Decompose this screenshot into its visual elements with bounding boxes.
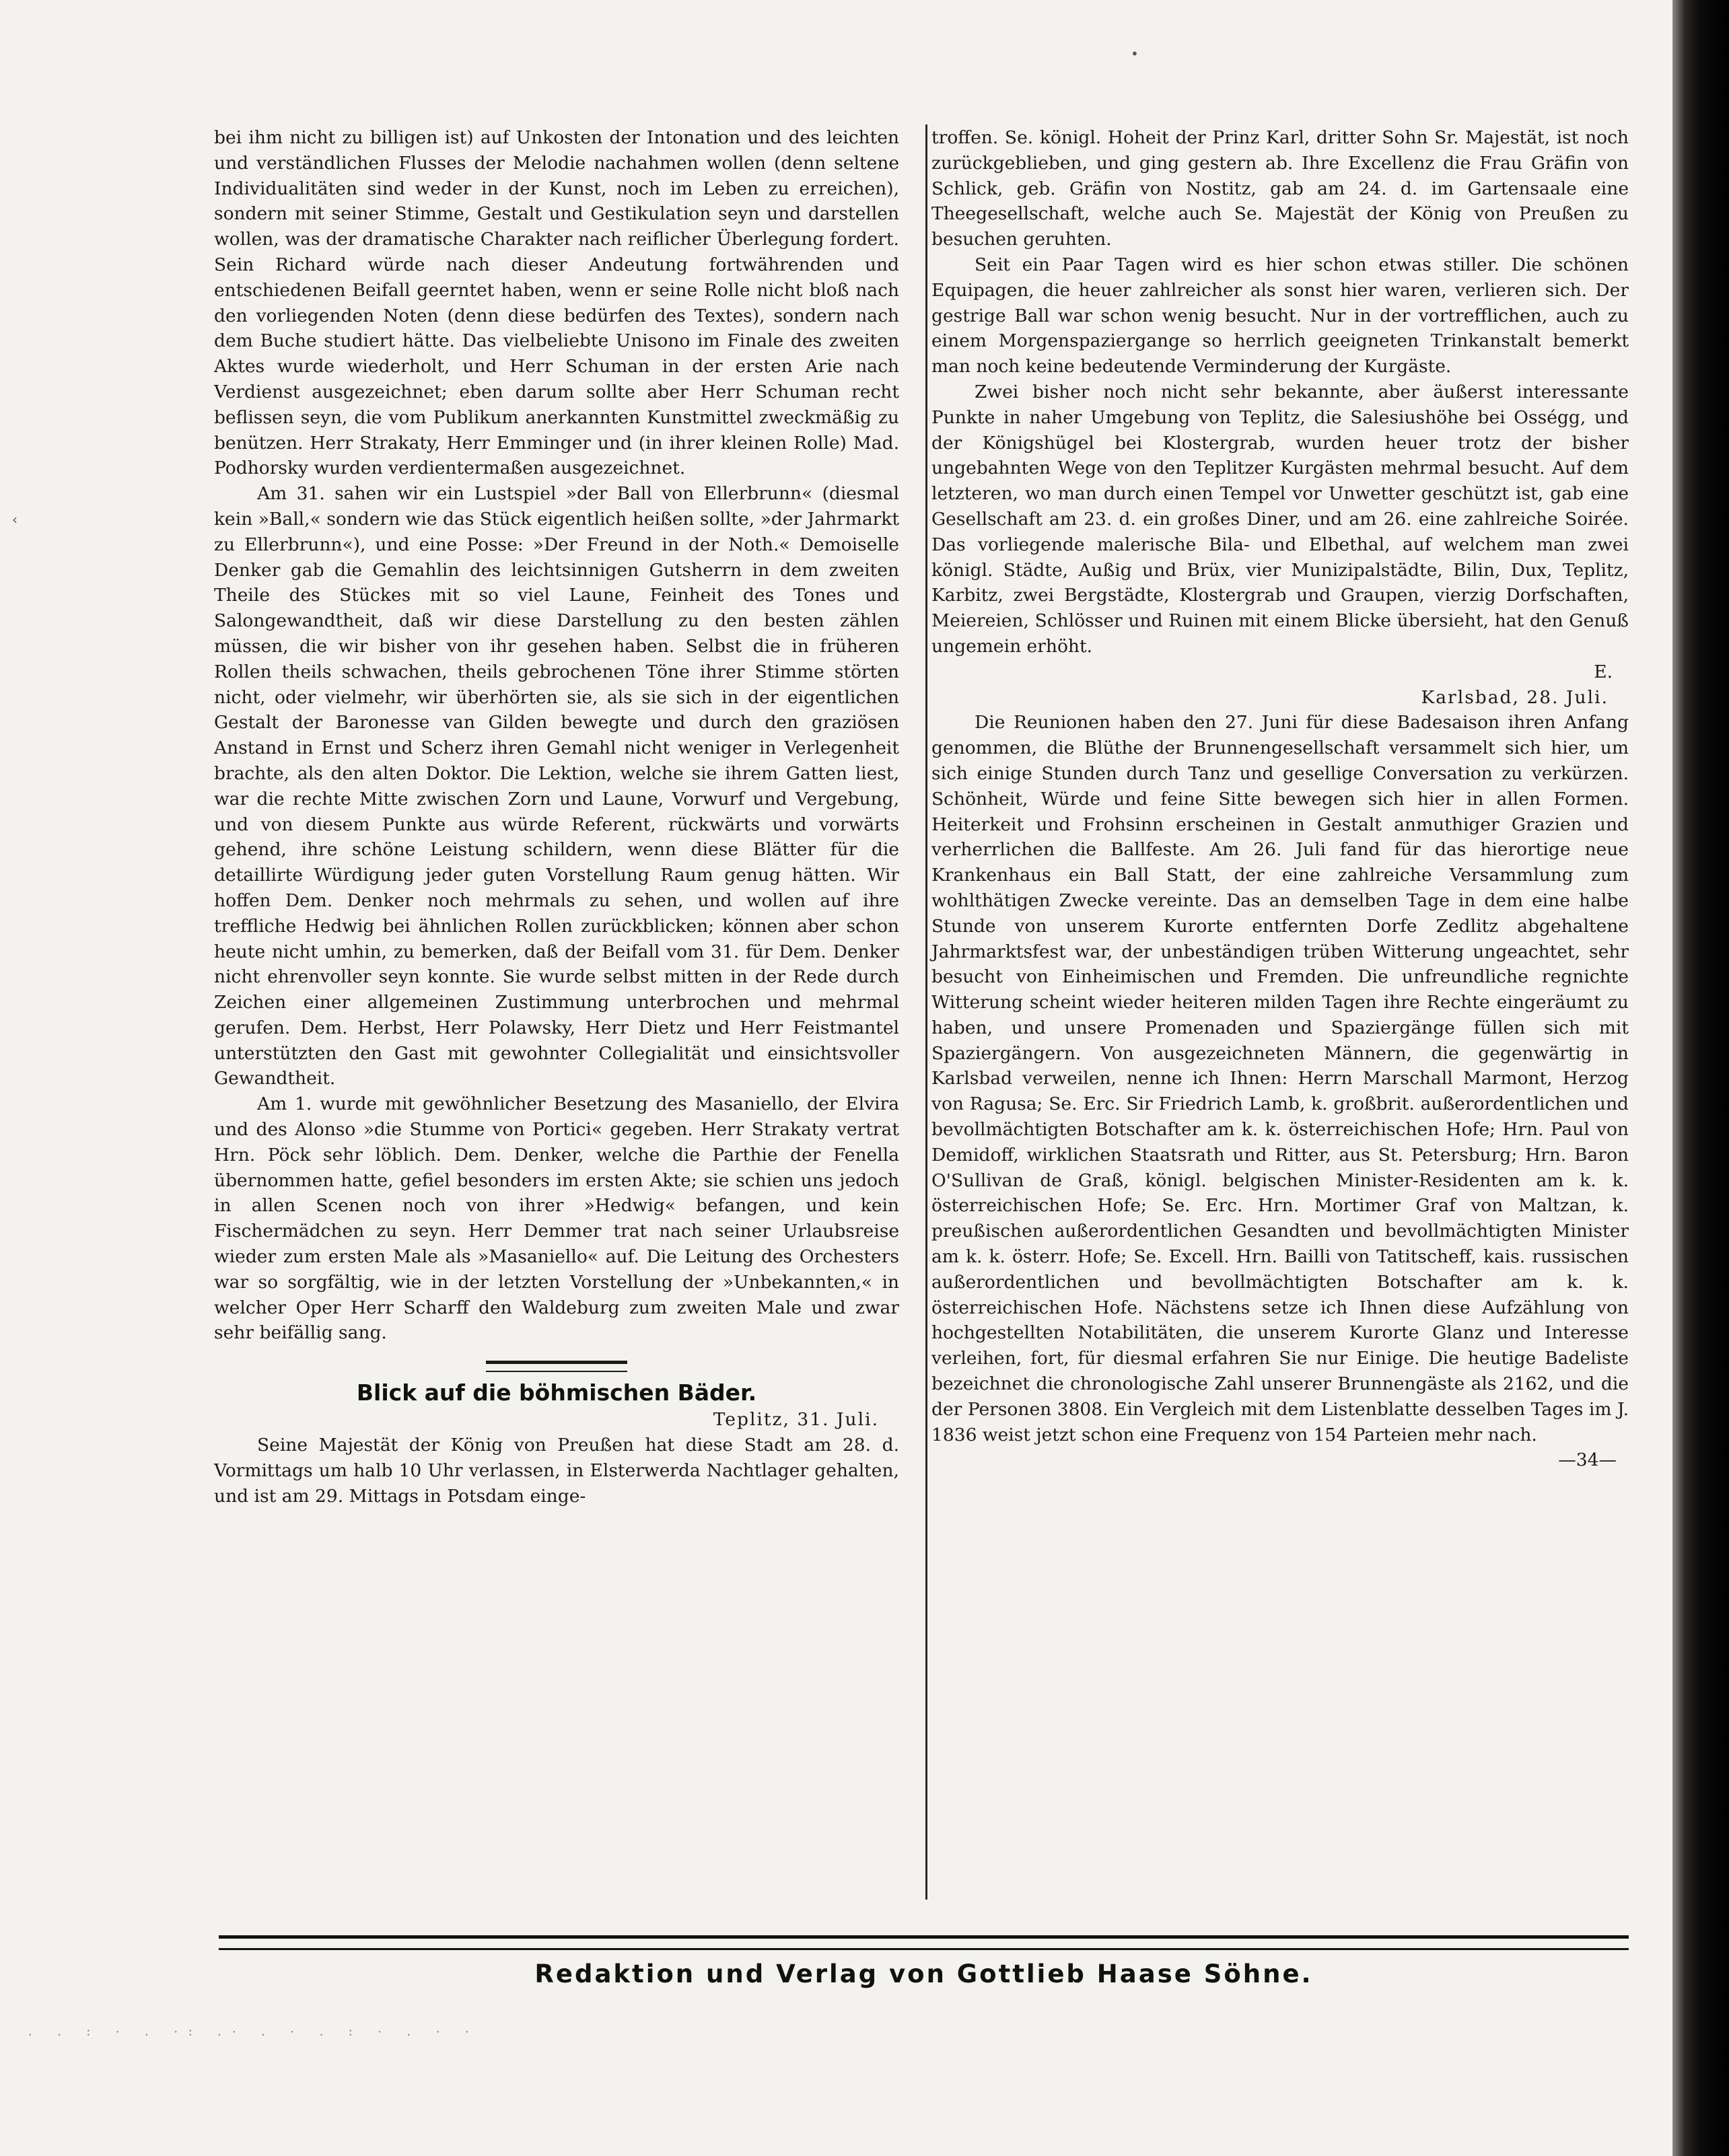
article-paragraph: Am 31. sahen wir ein Lustspiel »der Ball von Ellerbrunn« (diesmal kein »Ball,« sondern wie das Stück eigentlich heißen sollte, »der Jahrmarkt zu Ellerbrunn«), und eine Posse: »Der Freund in der Noth.« Demoiselle Denker gab die Gemahlin des leichtsinnigen Gutsherrn in dem zweiten Theile des Stückes mit so viel Laune, Feinheit des Tones und Salongewandtheit, daß wir diese Darstellung zu den besten zählen müssen, die wir bisher von ihr gesehen haben. Selbst die in früheren Rollen theils schwachen, theils gebrochenen Töne ihrer Stimme störten nicht, oder vielmehr, wir überhörten sie, als sie sich in der eigentlichen Gestalt der Baronesse van Gilden bewegte und durch den graziösen Anstand in Ernst und Scherz ihren Gemahl nicht weniger in Verlegenheit brachte, als den alten Doktor. Die Lektion, welche sie ihrem Gatten liest, war die rechte Mitte zwischen Zorn und Laune, Vorwurf und Vergebung, und von diesem Punkte aus würde Referent, rückwärts und vorwärts gehend, ihre schöne Leistung schildern, wenn diese Blätter für die detaillirte Würdigung jeder guten Vorstellung Raum genug hätten. Wir hoffen Dem. Denker noch mehrmals zu sehen, und wollen auf ihre treffliche Hedwig bei ähnlichen Rollen zurückblicken; können aber schon heute nicht umhin, zu bemerken, daß der Beifall vom 31. für Dem. Denker nicht ehrenvoller seyn konnte. Sie wurde selbst mitten in der Rede durch Zeichen einer allgemeinen Zustimmung unterbrochen und mehrmal gerufen. Dem. Herbst, Herr Polawsky, Herr Dietz und Herr Feistmantel unterstützten den Gast mit gewohnter Collegialität und einsichtsvoller Gewandtheit. bbox=[214, 483, 899, 1089]
article-paragraph: Am 1. wurde mit gewöhnlicher Besetzung des Masaniello, der Elvira und des Alonso »die Stumme von Portici« gegeben. Herr Strakaty vertrat Hrn. Pöck sehr löblich. Dem. Denker, welche die Parthie der Fenella übernommen hatte, gefiel besonders im ersten Akte; sie schien uns jedoch in allen Scenen noch von ihrer »Hedwig« befangen, und kein Fischermädchen zu seyn. Herr Demmer trat nach seiner Urlaubsreise wieder zum ersten Male als »Masaniello« auf. Die Leitung des Orchesters war so sorgfältig, wie in der letzten Vorstellung der »Unbekannten,« in welcher Oper Herr Scharff den Waldeburg zum zweiten Male und zwar sehr beifällig sang. bbox=[214, 1093, 899, 1344]
scan-noise: . . : · . ·: .· . · . : · . · · bbox=[27, 2025, 479, 2038]
left-column bbox=[214, 125, 899, 1509]
article-paragraph: Seine Majestät der König von Preußen hat diese Stadt am 28. d. Vormittags um halb 10 Uhr verlassen, in Elsterwerda Nachtlager gehalten, und ist am 29. Mittags in Potsdam einge- bbox=[214, 1435, 899, 1507]
publisher-imprint: Redaktion und Verlag von Gottlieb Haase Söhne. bbox=[534, 1960, 1313, 1988]
section-headline: Blick auf die böhmischen Bäder. bbox=[356, 1379, 757, 1406]
section-divider bbox=[486, 1361, 627, 1372]
article-paragraph: Seit ein Paar Tagen wird es hier schon etwas stiller. Die schönen Equipagen, die heuer zahlreicher als sonst hier waren, verlieren sich. Der gestrige Ball war schon wenig besucht. Nur in der vortrefflichen, auch zu einem Morgenspaziergange so herrlich geeigneten Trinkanstalt bemerkt man noch keine bedeutende Verminderung der Kurgäste. bbox=[931, 254, 1629, 378]
page-number: —34— bbox=[1558, 1449, 1617, 1471]
article-paragraph: troffen. Se. königl. Hoheit der Prinz Karl, dritter Sohn Sr. Majestät, ist noch zurückgeblieben, und ging gestern ab. Ihre Excellenz die Frau Gräfin von Schlick, geb. Gräfin von Nostitz, gab am 24. d. im Gartensaale eine Theegesellschaft, welche auch Se. Majestät der König von Preußen zu besuchen geruhten. bbox=[931, 127, 1629, 250]
author-signature: E. bbox=[1594, 661, 1613, 682]
scan-edge bbox=[1672, 0, 1729, 2156]
column-divider bbox=[925, 124, 927, 1900]
article-paragraph: Die Reunionen haben den 27. Juni für diese Badesaison ihren Anfang genommen, die Blüthe der Brunnengesellschaft versammelt sich hier, um sich einige Stunden durch Tanz und gesellige Conversation zu verkürzen. Schönheit, Würde und feine Sitte bewegen sich hier in allen Formen. Heiterkeit und Frohsinn erscheinen in Gestalt anmuthiger Grazien und verherrlichen die Ballfeste. Am 26. Juli fand für das hierortige neue Krankenhaus ein Ball Statt, der eine zahlreiche Versammlung zum wohlthätigen Zwecke vereinte. Das an demselben Tage in dem eine halbe Stunde von unserem Kurorte entfernten Dorfe Zedlitz abgehaltene Jahrmarktsfest war, der unbeständigen trüben Witterung ungeachtet, sehr besucht von Einheimischen und Fremden. Die unfreundliche regnichte Witterung scheint wieder heiteren milden Tagen ihre Rechte eingeräumt zu haben, und unsere Promenaden und Spaziergänge füllen sich mit Spaziergängern. Von ausgezeichneten Männern, die gegenwärtig in Karlsbad verweilen, nenne ich Ihnen: Herrn Marschall Marmont, Herzog von Ragusa; Se. Erc. Sir Friedrich Lamb, k. großbrit. außerordentlichen und bevollmächtigten Botschafter am k. k. österreichischen Hofe; Hrn. Paul von Demidoff, wirklichen Staatsrath und Ritter, aus St. Petersburg; Hrn. Baron O'Sullivan de Graß, königl. belgischen Minister-Residenten am k. k. österreichischen Hofe; Se. Erc. Hrn. Mortimer Graf von Maltzan, k. preußischen außerordentlichen Gesandten und bevollmächtigten Minister am k. k. österr. Hofe; Se. Excell. Hrn. Bailli von Tatitscheff, kais. russischen außerordentlichen und bevollmächtigten Botschafter am k. k. österreichischen Hofe. Nächstens setze ich Ihnen diese Aufzählung von hochgestellten Notabilitäten, die unserem Kurorte Glanz und Interesse verleihen, fort, für diesmal erfahren Sie nur Einige. Die heutige Badeliste bezeichnet die chronologische Zahl unserer Brunnengäste als 2162, und die der Personen 3808. Ein Vergleich mit dem Listenblatte desselben Tages im J. 1836 weist jetzt schon eine Frequenz von 154 Parteien mehr nach. bbox=[931, 712, 1629, 1445]
dateline: Karlsbad, 28. Juli. bbox=[1421, 686, 1609, 708]
right-column bbox=[931, 125, 1629, 1473]
margin-mark: • bbox=[1131, 46, 1139, 62]
footer-rule bbox=[219, 1935, 1629, 1950]
margin-mark: ‹ bbox=[12, 511, 17, 528]
article-paragraph: Zwei bisher noch nicht sehr bekannte, aber äußerst interessante Punkte in naher Umgebung von Teplitz, die Salesiushöhe bei Osségg, und der Königshügel bei Klostergrab, wurden heuer trotz der bisher ungebahnten Wege von den Teplitzer Kurgästen mehrmal besucht. Auf dem letzteren, wo man durch einen Tempel vor Unwetter geschützt ist, gab eine Gesellschaft am 23. d. ein großes Diner, und am 26. eine zahlreiche Soirée. Das vorliegende malerische Bila- und Elbethal, auf welchem man zwei königl. Städte, Außig und Brüx, vier Munizipalstädte, Bilin, Dux, Teplitz, Karbitz, zwei Bergstädte, Klostergrab und Graupen, vierzig Dorfschaften, Meiereien, Schlösser und Ruinen mit einem Blicke übersieht, hat den Genuß ungemein erhöht. bbox=[931, 381, 1629, 657]
dateline: Teplitz, 31. Juli. bbox=[713, 1409, 879, 1431]
article-paragraph: bei ihm nicht zu billigen ist) auf Unkosten der Intonation und des leichten und verständlichen Flusses der Melodie nachahmen wollen (denn seltene Individualitäten sind weder in der Kunst, noch im Leben zu erreichen), sondern mit seiner Stimme, Gestalt und Gestikulation seyn und darstellen wollen, was der dramatische Charakter nach reiflicher Überlegung fordert. Sein Richard würde nach dieser Andeutung fortwährenden und entschiedenen Beifall geerntet haben, wenn er seine Rolle nicht bloß nach den vorliegenden Noten (denn diese bedürfen des Textes), sondern nach dem Buche studiert hätte. Das vielbeliebte Unisono im Finale des zweiten Aktes wurde wiederholt, und Herr Schuman in der ersten Arie nach Verdienst ausgezeichnet; eben darum sollte aber Herr Schuman recht beflissen seyn, die vom Publikum anerkannten Kunstmittel zweckmäßig zu benützen. Herr Strakaty, Herr Emminger und (in ihrer kleinen Rolle) Mad. Podhorsky wurden verdientermaßen ausgezeichnet. bbox=[214, 127, 899, 479]
